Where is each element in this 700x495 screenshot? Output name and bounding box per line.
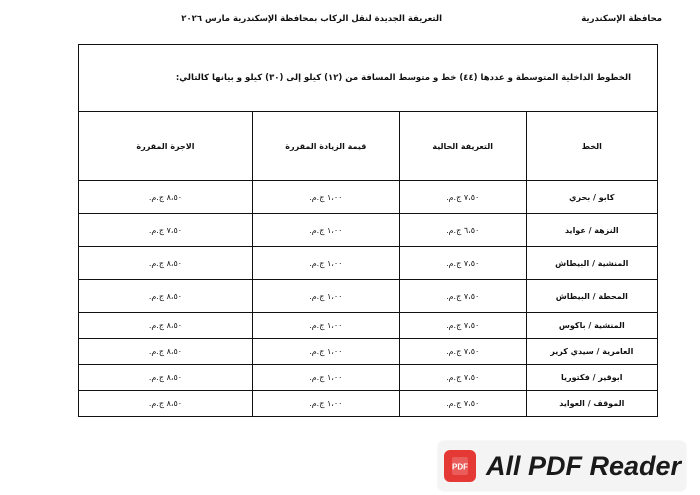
table-row bbox=[79, 280, 658, 313]
increase-cell: ١،٠٠ ج.م. bbox=[252, 247, 399, 280]
fare-table bbox=[78, 44, 658, 417]
intro-text: الخطوط الداخلية المتوسطة و عددها (٤٤) خط و متوسط المسافة من (١٢) كيلو إلى (٣٠) كيلو و بيانها كالتالي: bbox=[79, 45, 658, 112]
current-fare-cell: ٧،٥٠ ج.م. bbox=[399, 365, 526, 391]
current-fare-cell: ٧،٥٠ ج.م. bbox=[399, 181, 526, 214]
new-fare-cell: ٨،٥٠ ج.م. bbox=[79, 391, 253, 417]
new-fare-cell: ٨،٥٠ ج.م. bbox=[79, 247, 253, 280]
pdf-glyph-icon bbox=[449, 455, 471, 477]
new-fare-cell: ٨،٥٠ ج.م. bbox=[79, 313, 253, 339]
table-row bbox=[79, 339, 658, 365]
increase-cell: ١،٠٠ ج.م. bbox=[252, 280, 399, 313]
route-cell: الموقف / العوايد bbox=[526, 391, 657, 417]
new-fare-cell: ٨،٥٠ ج.م. bbox=[79, 339, 253, 365]
increase-cell: ١،٠٠ ج.م. bbox=[252, 365, 399, 391]
new-fare-cell: ٧،٥٠ ج.م. bbox=[79, 214, 253, 247]
increase-cell: ١،٠٠ ج.م. bbox=[252, 214, 399, 247]
table-row bbox=[79, 391, 658, 417]
col-header-new-fare: الاجرة المقررة bbox=[79, 112, 253, 181]
current-fare-cell: ٧،٥٠ ج.م. bbox=[399, 313, 526, 339]
watermark-text: All PDF Reader bbox=[486, 450, 682, 481]
route-cell: النزهة / عوايد bbox=[526, 214, 657, 247]
table-row bbox=[79, 365, 658, 391]
table-row bbox=[79, 313, 658, 339]
current-fare-cell: ٧،٥٠ ج.م. bbox=[399, 339, 526, 365]
route-cell: العامرية / سيدي كرير bbox=[526, 339, 657, 365]
col-header-line: الخط bbox=[526, 112, 657, 181]
current-fare-cell: ٧،٥٠ ج.م. bbox=[399, 247, 526, 280]
route-cell: كابو / بحري bbox=[526, 181, 657, 214]
authority-name: محافظة الإسكندرية bbox=[581, 14, 662, 24]
document-title: التعريفة الجديدة لنقل الركاب بمحافظة الإسكندرية مارس ٢٠٢٦ bbox=[181, 14, 442, 24]
col-header-increase: قيمة الزيادة المقررة bbox=[252, 112, 399, 181]
new-fare-cell: ٨،٥٠ ج.م. bbox=[79, 280, 253, 313]
new-fare-cell: ٨،٥٠ ج.م. bbox=[79, 365, 253, 391]
table-row bbox=[79, 181, 658, 214]
increase-cell: ١،٠٠ ج.م. bbox=[252, 313, 399, 339]
route-cell: ابوقير / فكتوريا bbox=[526, 365, 657, 391]
current-fare-cell: ٧،٥٠ ج.م. bbox=[399, 391, 526, 417]
col-header-current-fare: التعريفة الحالية bbox=[399, 112, 526, 181]
app-watermark bbox=[438, 441, 686, 491]
table-row bbox=[79, 247, 658, 280]
route-cell: المنشية / باكوس bbox=[526, 313, 657, 339]
increase-cell: ١،٠٠ ج.م. bbox=[252, 391, 399, 417]
route-cell: المنشية / البيطاش bbox=[526, 247, 657, 280]
new-fare-cell: ٨،٥٠ ج.م. bbox=[79, 181, 253, 214]
route-cell: المحطة / البيطاش bbox=[526, 280, 657, 313]
increase-cell: ١،٠٠ ج.م. bbox=[252, 339, 399, 365]
column-header-row bbox=[79, 112, 658, 181]
current-fare-cell: ٦،٥٠ ج.م. bbox=[399, 214, 526, 247]
pdf-file-icon bbox=[444, 450, 476, 482]
current-fare-cell: ٧،٥٠ ج.م. bbox=[399, 280, 526, 313]
increase-cell: ١،٠٠ ج.م. bbox=[252, 181, 399, 214]
pdf-icon-label: PDF bbox=[452, 462, 468, 472]
table-row bbox=[79, 214, 658, 247]
intro-row bbox=[79, 45, 658, 112]
